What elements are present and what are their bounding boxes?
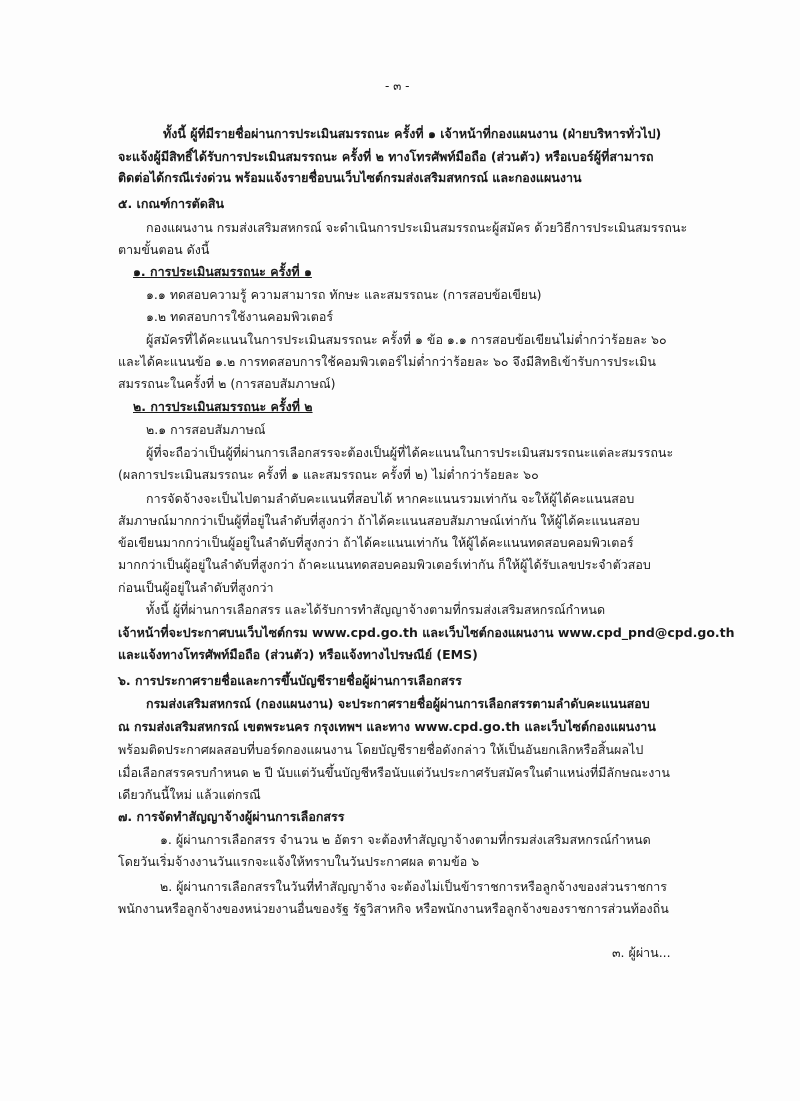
pass-criteria-paragraph: ผู้ที่จะถือว่าเป็นผู้ที่ผ่านการเลือกสรรจะต้องเป็นผู้ที่ได้คะแนนในการประเมินสมรรถนะแต่ละสมรรถนะ bbox=[146, 445, 674, 460]
announcement-paragraph: และแจ้งทางโทรศัพท์มือถือ (ส่วนตัว) หรือแจ้งทางไปรษณีย์ (EMS) bbox=[118, 647, 478, 662]
section-5-heading: ๕. เกณฑ์การตัดสิน bbox=[118, 196, 225, 211]
page-number: - ๓ - bbox=[385, 79, 410, 93]
subsection-1-heading: ๑. การประเมินสมรรถนะ ครั้งที่ ๑ bbox=[133, 264, 312, 279]
ranking-paragraph: การจัดจ้างจะเป็นไปตามลำดับคะแนนที่สอบได้ หากคะแนนรวมเท่ากัน จะให้ผู้ได้คะแนนสอบ bbox=[146, 491, 635, 506]
contract-item-2: ๒. ผู้ผ่านการเลือกสรรในวันที่ทำสัญญาจ้าง จะต้องไม่เป็นข้าราชการหรือลูกจ้างของส่วนราชการ bbox=[160, 879, 667, 894]
section-6-paragraph: เมื่อเลือกสรรครบกำหนด ๒ ปี นับแต่วันขึ้นบัญชีหรือนับแต่วันประกาศรับสมัครในตำแหน่งที่มีลักษณะงาน bbox=[118, 765, 670, 780]
section-6-paragraph: เดียวกันนี้ใหม่ แล้วแต่กรณี bbox=[118, 787, 261, 802]
ranking-paragraph: ก่อนเป็นผู้อยู่ในลำดับที่สูงกว่า bbox=[118, 580, 274, 595]
item-1-2: ๑.๒ ทดสอบการใช้งานคอมพิวเตอร์ bbox=[146, 309, 334, 324]
criteria-paragraph: และได้คะแนนข้อ ๑.๒ การทดสอบการใช้คอมพิวเตอร์ไม่ต่ำกว่าร้อยละ ๖๐ จึงมีสิทธิเข้ารับการประเมิน bbox=[118, 354, 656, 369]
section-6-paragraph: พร้อมติดประกาศผลสอบที่บอร์ดกองแผนงาน โดยบัญชีรายชื่อดังกล่าว ให้เป็นอันยกเลิกหรือสิ้นผลไป bbox=[118, 742, 644, 757]
continuation-marker: ๓. ผู้ผ่าน... bbox=[612, 945, 671, 960]
section-6-paragraph: ณ กรมส่งเสริมสหกรณ์ เขตพระนคร กรุงเทพฯ และทาง www.cpd.go.th และเว็บไซต์กองแผนงาน bbox=[118, 719, 656, 734]
item-1-1: ๑.๑ ทดสอบความรู้ ความสามารถ ทักษะ และสมรรถนะ (การสอบข้อเขียน) bbox=[146, 287, 542, 302]
section-5-paragraph: ตามขั้นตอน ดังนี้ bbox=[118, 242, 210, 257]
item-2-1: ๒.๑ การสอบสัมภาษณ์ bbox=[146, 422, 266, 437]
intro-line-1: ทั้งนี้ ผู้ที่มีรายชื่อผ่านการประเมินสมรรถนะ ครั้งที่ ๑ เจ้าหน้าที่กองแผนงาน (ฝ่ายบริหารทั่วไป) bbox=[163, 126, 662, 141]
announcement-paragraph: ทั้งนี้ ผู้ที่ผ่านการเลือกสรร และได้รับการทำสัญญาจ้างตามที่กรมส่งเสริมสหกรณ์กำหนด bbox=[146, 602, 606, 617]
intro-line-3: ติดต่อได้กรณีเร่งด่วน พร้อมแจ้งรายชื่อบนเว็บไซต์กรมส่งเสริมสหกรณ์ และกองแผนงาน bbox=[118, 170, 582, 185]
ranking-paragraph: ข้อเขียนมากกว่าเป็นผู้อยู่ในลำดับที่สูงกว่า ถ้าได้คะแนนเท่ากัน ให้ผู้ได้คะแนนทดสอบคอมพิวเตอร์ bbox=[118, 535, 634, 550]
section-5-paragraph: กองแผนงาน กรมส่งเสริมสหกรณ์ จะดำเนินการประเมินสมรรถนะผู้สมัคร ด้วยวิธีการประเมินสมรรถนะ bbox=[146, 220, 688, 235]
subsection-2-heading: ๒. การประเมินสมรรถนะ ครั้งที่ ๒ bbox=[133, 399, 313, 414]
pass-criteria-paragraph: (ผลการประเมินสมรรถนะ ครั้งที่ ๑ และสมรรถนะ ครั้งที่ ๒) ไม่ต่ำกว่าร้อยละ ๖๐ bbox=[118, 467, 539, 482]
contract-item-2: พนักงานหรือลูกจ้างของหน่วยงานอื่นของรัฐ รัฐวิสาหกิจ หรือพนักงานหรือลูกจ้างของราชการส่วนท้องถิ่น bbox=[118, 901, 669, 916]
criteria-paragraph: สมรรถนะในครั้งที่ ๒ (การสอบสัมภาษณ์) bbox=[118, 376, 336, 391]
section-7-heading: ๗. การจัดทำสัญญาจ้างผู้ผ่านการเลือกสรร bbox=[118, 809, 345, 824]
contract-item-1: โดยวันเริ่มจ้างงานวันแรกจะแจ้งให้ทราบในวันประกาศผล ตามข้อ ๖ bbox=[118, 854, 480, 869]
section-6-paragraph: กรมส่งเสริมสหกรณ์ (กองแผนงาน) จะประกาศรายชื่อผู้ผ่านการเลือกสรรตามลำดับคะแนนสอบ bbox=[146, 696, 650, 711]
criteria-paragraph: ผู้สมัครที่ได้คะแนนในการประเมินสมรรถนะ ครั้งที่ ๑ ข้อ ๑.๑ การสอบข้อเขียนไม่ต่ำกว่าร้อยละ ๖๐ bbox=[146, 332, 667, 347]
announcement-paragraph: เจ้าหน้าที่จะประกาศบนเว็บไซต์กรม www.cpd.go.th และเว็บไซต์กองแผนงาน www.cpd_pnd@cpd.go.th bbox=[118, 625, 735, 640]
ranking-paragraph: สัมภาษณ์มากกว่าเป็นผู้ที่อยู่ในลำดับที่สูงกว่า ถ้าได้คะแนนสอบสัมภาษณ์เท่ากัน ให้ผู้ได้คะแนนสอบ bbox=[118, 513, 640, 528]
ranking-paragraph: มากกว่าเป็นผู้อยู่ในลำดับที่สูงกว่า ถ้าคะแนนทดสอบคอมพิวเตอร์เท่ากัน ก็ให้ผู้ได้รับเลขประจำตัวสอบ bbox=[118, 557, 651, 572]
contract-item-1: ๑. ผู้ผ่านการเลือกสรร จำนวน ๒ อัตรา จะต้องทำสัญญาจ้างตามที่กรมส่งเสริมสหกรณ์กำหนด bbox=[160, 832, 651, 847]
intro-line-2: จะแจ้งผู้มีสิทธิ์ได้รับการประเมินสมรรถนะ ครั้งที่ ๒ ทางโทรศัพท์มือถือ (ส่วนตัว) หรือเบอร์ผู้ที่สามารถ bbox=[118, 149, 654, 164]
section-6-heading: ๖. การประกาศรายชื่อและการขึ้นบัญชีรายชื่อผู้ผ่านการเลือกสรร bbox=[118, 673, 462, 688]
